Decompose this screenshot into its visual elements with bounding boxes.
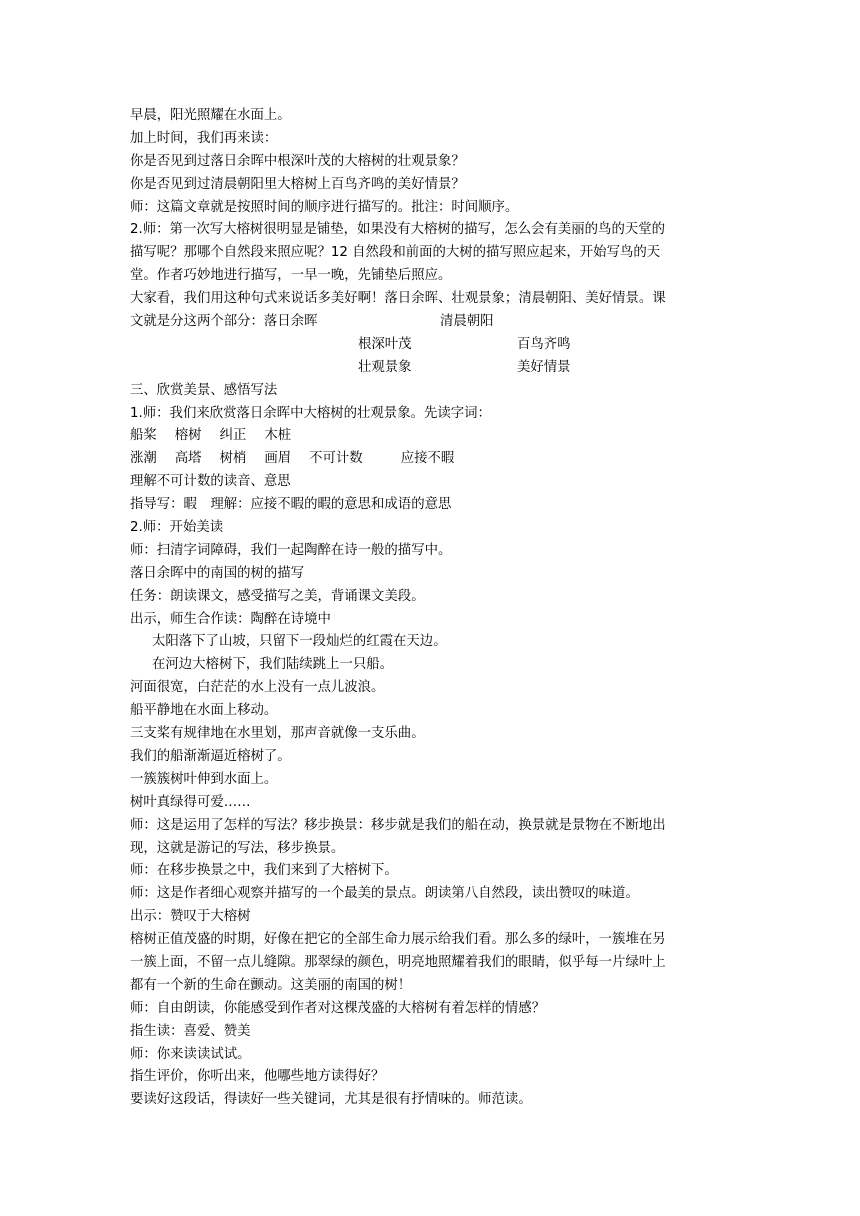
vocab-word: 纠正 — [219, 428, 247, 444]
text-line: 我们的船渐渐逼近榕树了。 — [130, 748, 291, 764]
text-line: 2.师：第一次写大榕树很明显是铺垫，如果没有大榕树的描写，怎么会有美丽的鸟的天堂的 — [130, 222, 666, 238]
text-line: 榕树正值茂盛的时期，好像在把它的全部生命力展示给我们看。那么多的绿叶，一簇堆在另 — [130, 932, 666, 948]
text-line: 一簇簇树叶伸到水面上。 — [130, 771, 278, 787]
vocab-row-2 — [130, 448, 740, 471]
text-line: 文就是分这两个部分：落日余晖 — [130, 314, 318, 330]
vocab-word: 高塔 — [174, 451, 202, 467]
text-line: 出示：赞叹于大榕树 — [130, 909, 251, 925]
text-line: 师：自由朗读，你能感受到作者对这棵茂盛的大榕树有着怎样的情感？ — [130, 1000, 546, 1016]
vocab-row-1 — [130, 425, 740, 448]
text-line: 早晨，阳光照耀在水面上。 — [130, 108, 291, 123]
text-line: 师：在移步换景之中，我们来到了大榕树下。 — [130, 863, 398, 879]
text-line: 大家看，我们用这种句式来说话多美好啊！落日余晖、壮观景象；清晨朝阳、美好情景。课 — [130, 291, 666, 307]
text-line: 师：你来读读试试。 — [130, 1046, 251, 1062]
text-line: 你是否见到过落日余晖中根深叶茂的大榕树的壮观景象？ — [130, 153, 465, 169]
text-line: 指生读：喜爱、赞美 — [130, 1023, 251, 1039]
vocab-word: 应接不暇 — [400, 451, 455, 467]
text-line: 现，这就是游记的写法，移步换景。 — [130, 840, 345, 856]
text-line: 师：这是作者细心观察并描写的一个最美的景点。朗读第八自然段，读出赞叹的味道。 — [130, 886, 639, 902]
vocab-word: 涨潮 — [130, 451, 157, 467]
text-line: 都有一个新的生命在颤动。这美丽的南国的树！ — [130, 977, 412, 993]
vocab-word: 木桩 — [264, 428, 292, 444]
text-line: 指生评价，你听出来，他哪些地方读得好？ — [130, 1069, 385, 1085]
structure-col2-head: 清晨朝阳 — [440, 314, 494, 330]
vocab-word: 船桨 — [130, 428, 157, 444]
structure-cell: 美好情景 — [517, 359, 571, 375]
text-line: 三支桨有规律地在水里划，那声音就像一支乐曲。 — [130, 726, 425, 742]
text-line: 理解不可计数的读音、意思 — [130, 474, 291, 490]
structure-cell: 百鸟齐鸣 — [517, 336, 571, 352]
vocab-word: 榕树 — [174, 428, 202, 444]
text-line: 2.师：开始美读 — [130, 520, 224, 536]
section-heading: 三、欣赏美景、感悟写法 — [130, 382, 278, 398]
text-line: 要读好这段话，得读好一些关键词，尤其是很有抒情味的。师范读。 — [130, 1092, 532, 1108]
text-line: 河面很宽，白茫茫的水上没有一点儿波浪。 — [130, 680, 385, 696]
structure-row-2 — [130, 334, 740, 357]
text-line: 师：这篇文章就是按照时间的顺序进行描写的。批注：时间顺序。 — [130, 199, 519, 215]
text-line: 1.师：我们来欣赏落日余晖中大榕树的壮观景象。先读字词： — [130, 405, 491, 421]
structure-cell: 根深叶茂 — [358, 336, 412, 352]
text-line: 出示，师生合作读：陶醉在诗境中 — [130, 611, 331, 627]
text-line: 师：扫清字词障碍，我们一起陶醉在诗一般的描写中。 — [130, 542, 452, 558]
text-line: 一簇上面，不留一点儿缝隙。那翠绿的颜色，明亮地照耀着我们的眼睛，似乎每一片绿叶上 — [130, 954, 666, 970]
structure-row-3 — [130, 357, 740, 380]
text-line: 任务：朗读课文，感受描写之美，背诵课文美段。 — [130, 588, 425, 604]
text-line: 堂。作者巧妙地进行描写，一早一晚，先铺垫后照应。 — [130, 268, 452, 284]
structure-row-1 — [130, 311, 740, 334]
text-line: 指导写：暇 理解：应接不暇的暇的意思和成语的意思 — [130, 497, 452, 513]
text-line: 你是否见到过清晨朝阳里大榕树上百鸟齐鸣的美好情景？ — [130, 176, 465, 192]
text-line: 加上时间，我们再来读： — [130, 130, 278, 146]
vocab-word: 不可计数 — [309, 451, 363, 467]
document-page — [130, 105, 740, 1112]
vocab-word: 树梢 — [219, 451, 247, 467]
poem-line: 太阳落下了山坡，只留下一段灿烂的红霞在天边。 — [152, 634, 447, 650]
text-line: 描写呢？那哪个自然段来照应呢？12 自然段和前面的大树的描写照应起来，开始写鸟的天 — [130, 245, 661, 261]
text-line: 树叶真绿得可爱…… — [130, 794, 251, 810]
text-line: 落日余晖中的南国的树的描写 — [130, 565, 305, 581]
vocab-word: 画眉 — [264, 451, 292, 467]
structure-cell: 壮观景象 — [358, 359, 412, 375]
text-line: 师：这是运用了怎样的写法？移步换景：移步就是我们的船在动，换景就是景物在不断地出 — [130, 817, 666, 833]
text-line: 船平静地在水面上移动。 — [130, 703, 278, 719]
poem-line: 在河边大榕树下，我们陆续跳上一只船。 — [152, 657, 394, 673]
